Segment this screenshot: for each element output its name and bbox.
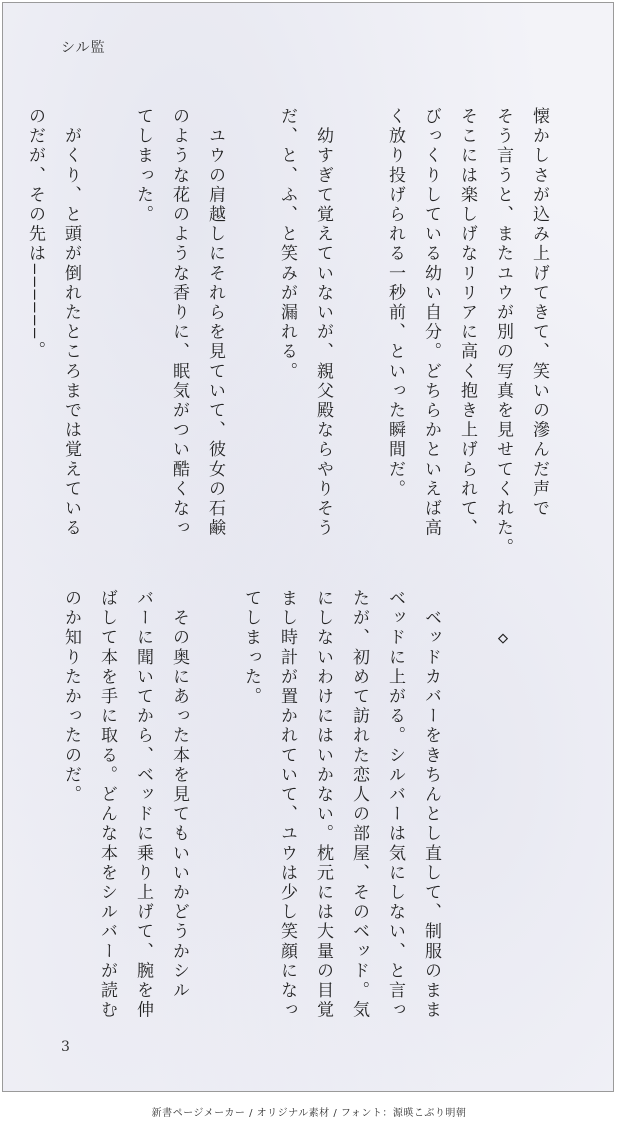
page-number: 3 xyxy=(61,1039,70,1055)
upper-text-block: 懐かしさが込み上げてきて、笑いの滲んだ声で そう言うと、またユウが別の写真を見せてくれた。 そこには楽しげなリリアに高く抱き上げられて、 びっくりしている幼い自分。どちらかといえば高 く放り投げられる一秒前、といった瞬間だ。 幼すぎて覚えていないが、親父殿ならやりそう だ、と、ふ、と笑みが漏れる。 ユウの肩越しにそれらを見ていて、彼女の石鹸 のような花のような香りに、眠気がつい酷くなっ てしまった。 がくり、と頭が倒れたところまでは覚えている のだが、その先は――――――。 xyxy=(25,107,549,558)
lower-text-block: ◇ ベッドカバーをきちんとし直して、制服のまま ベッドに上がる。シルバーは気にしない、と言っ たが、初めて訪れた恋人の部屋、そのベッド。気 にしないわけにはいかない。枕元には大量の目覚 まし時計が置かれていて、ユウは少し笑顔になっ てしまった。 その奥にあった本を見てもいいかどうかシル バーに聞いてから、ベッドに乗り上げて、腕を伸 ばして本を手に取る。どんな本をシルバーが読む のか知りたかったのだ。 xyxy=(61,589,513,1021)
credit-line: 新書ページメーカー / オリジナル素材 / フォント：源暎こぶり明朝 xyxy=(151,1108,467,1119)
novel-page xyxy=(2,2,614,1092)
page-header: シル監 xyxy=(61,40,106,56)
